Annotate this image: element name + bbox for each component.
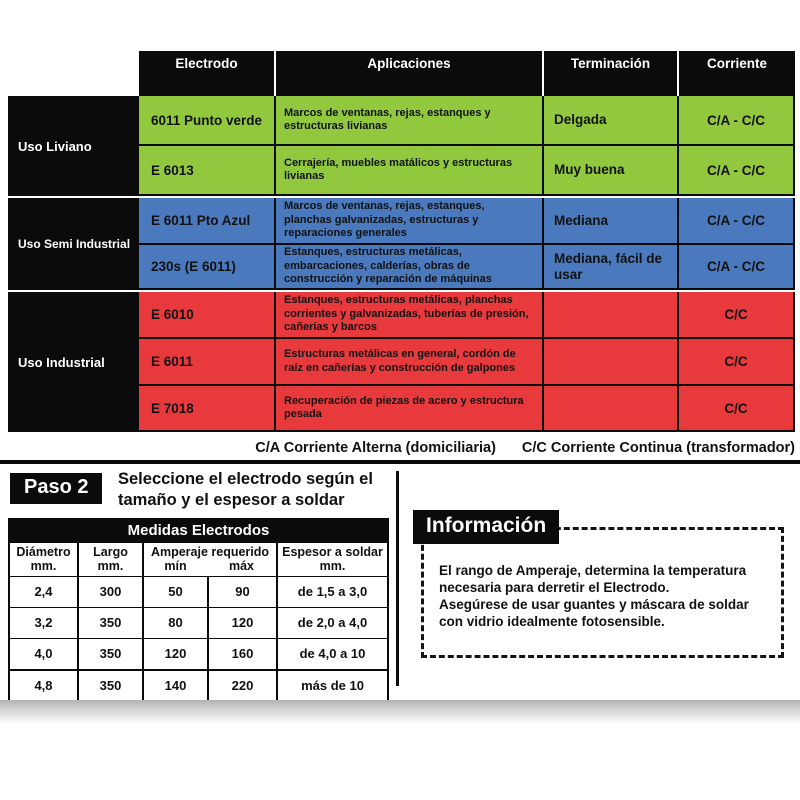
cell-diametro: 4,8 — [34, 678, 53, 693]
table-row — [139, 146, 795, 196]
cell-largo: 300 — [77, 577, 142, 607]
cell-terminacion: Muy buena — [544, 146, 677, 196]
legend-ca: C/A Corriente Alterna (domiciliaria) — [255, 440, 496, 456]
header-amperaje — [142, 543, 276, 576]
header-largo — [77, 543, 142, 576]
cell-corriente: C/A - C/C — [679, 96, 795, 144]
cell-terminacion — [544, 292, 677, 337]
cell-aplicaciones: Estanques, estructuras metálicas, planchas corrientes y galvanizadas, tuberías de presión, cañerías y barcos — [276, 292, 542, 337]
header-line: Amperaje requerido — [150, 545, 270, 559]
electrode-table — [8, 51, 795, 432]
cell-electrodo: E 6013 — [139, 146, 274, 196]
paso-2-badge: Paso 2 — [10, 473, 102, 504]
cell-corriente: C/A - C/C — [679, 198, 795, 243]
cell-electrodo: E 7018 — [139, 386, 274, 432]
cell-aplicaciones: Marcos de ventanas, rejas, estanques y estructuras livianas — [276, 96, 542, 144]
cell-aplicaciones: Cerrajería, muebles matálicos y estructuras livianas — [276, 146, 542, 196]
cell-amperaje-max: 220 — [207, 671, 276, 700]
medidas-row — [10, 669, 387, 700]
header-line: Espesor a soldar — [282, 545, 383, 559]
electrode-table-header-row — [139, 51, 795, 96]
legend-cc: C/C Corriente Continua (transformador) — [521, 440, 795, 456]
group-label: Uso Semi Industrial — [18, 237, 131, 251]
table-row — [139, 96, 795, 144]
section-rows — [139, 292, 795, 432]
info-box — [421, 527, 784, 658]
cell-aplicaciones: Marcos de ventanas, rejas, estanques, planchas galvanizadas, estructuras y reparaciones generales — [276, 198, 542, 243]
group-cell-uso-liviano — [8, 96, 139, 196]
page-bottom-shadow — [0, 700, 800, 724]
cell-corriente: C/C — [679, 386, 795, 432]
header-espesor — [276, 543, 387, 576]
cell-espesor: de 1,5 a 3,0 — [276, 577, 387, 607]
group-cell-uso-semi-industrial — [8, 198, 139, 290]
cell-espesor: más de 10 — [276, 671, 387, 700]
cell-amperaje-max: 90 — [207, 577, 276, 607]
header-min: mín — [164, 559, 187, 573]
cell-terminacion — [544, 339, 677, 384]
medidas-header-row — [10, 543, 387, 576]
cell-electrodo: E 6010 — [139, 292, 274, 337]
section-rows — [139, 96, 795, 196]
paso-2-instruction: Seleccione el electrodo según el tamaño y el espesor a soldar — [118, 470, 373, 509]
header-line: Diámetro — [16, 545, 71, 559]
cell-largo: 350 — [77, 671, 142, 700]
header-line: mm. — [97, 559, 124, 573]
cell-espesor: de 2,0 a 4,0 — [276, 608, 387, 638]
cell-electrodo: 230s (E 6011) — [139, 245, 274, 290]
section-rows — [139, 198, 795, 290]
cell-diametro: 2,4 — [34, 584, 53, 599]
header-line: Largo — [93, 545, 128, 559]
cell-largo: 350 — [77, 608, 142, 638]
group-label: Uso Industrial — [18, 354, 105, 370]
section-uso-semi-industrial — [8, 198, 795, 290]
medidas-row — [10, 607, 387, 638]
cell-corriente: C/A - C/C — [679, 245, 795, 290]
info-line-2: Asegúrese de usar guantes y máscara de soldar con vidrio idealmente fotosensible. — [439, 597, 749, 629]
section-uso-industrial — [8, 292, 795, 432]
header-terminacion: Terminación — [544, 51, 677, 96]
info-title: Información — [413, 510, 559, 544]
cell-aplicaciones: Estanques, estructuras metálicas, embarcaciones, calderías, obras de construcción y reparación de máquinas — [276, 245, 542, 290]
section-uso-liviano — [8, 96, 795, 196]
table-row — [139, 386, 795, 432]
cell-amperaje-min: 140 — [142, 671, 207, 700]
cell-terminacion — [544, 386, 677, 432]
header-line: mm. — [30, 559, 57, 573]
header-electrodo: Electrodo — [139, 51, 274, 96]
cell-amperaje-min: 80 — [142, 608, 207, 638]
cell-amperaje-max: 120 — [207, 608, 276, 638]
cell-amperaje-min: 50 — [142, 577, 207, 607]
cell-espesor: de 4,0 a 10 — [276, 639, 387, 669]
cell-amperaje-max: 160 — [207, 639, 276, 669]
cell-diametro: 4,0 — [34, 646, 53, 661]
header-amperaje-subrow — [144, 559, 276, 574]
header-max: máx — [228, 559, 255, 573]
cell-amperaje-min: 120 — [142, 639, 207, 669]
cell-diametro: 3,2 — [34, 615, 53, 630]
cell-corriente: C/A - C/C — [679, 146, 795, 196]
cell-corriente: C/C — [679, 339, 795, 384]
current-type-legend — [230, 440, 795, 456]
cell-electrodo: 6011 Punto verde — [139, 96, 274, 144]
info-line-1: El rango de Amperaje, determina la temperatura necesaria para derretir el Electrodo. — [439, 563, 747, 595]
header-aplicaciones: Aplicaciones — [276, 51, 542, 96]
header-diametro — [10, 543, 77, 576]
cell-terminacion: Mediana — [544, 198, 677, 243]
medidas-row — [10, 576, 387, 607]
horizontal-divider — [0, 460, 800, 464]
medidas-electrodos-table — [8, 518, 389, 702]
header-corriente: Corriente — [679, 51, 795, 96]
table-row — [139, 292, 795, 337]
cell-electrodo: E 6011 Pto Azul — [139, 198, 274, 243]
cell-terminacion: Delgada — [544, 96, 677, 144]
table-row — [139, 198, 795, 243]
cell-aplicaciones: Estructuras metálicas en general, cordón de raíz en cañerías y construcción de galpones — [276, 339, 542, 384]
medidas-table-title: Medidas Electrodos — [10, 520, 387, 543]
medidas-row — [10, 638, 387, 669]
cell-terminacion: Mediana, fácil de usar — [544, 245, 677, 290]
table-row — [139, 245, 795, 290]
group-cell-uso-industrial — [8, 292, 139, 432]
cell-largo: 350 — [77, 639, 142, 669]
cell-electrodo: E 6011 — [139, 339, 274, 384]
group-label: Uso Liviano — [18, 138, 92, 154]
table-row — [139, 339, 795, 384]
cell-corriente: C/C — [679, 292, 795, 337]
cell-aplicaciones: Recuperación de piezas de acero y estructura pesada — [276, 386, 542, 432]
info-text — [424, 530, 781, 630]
header-line: mm. — [319, 559, 346, 573]
